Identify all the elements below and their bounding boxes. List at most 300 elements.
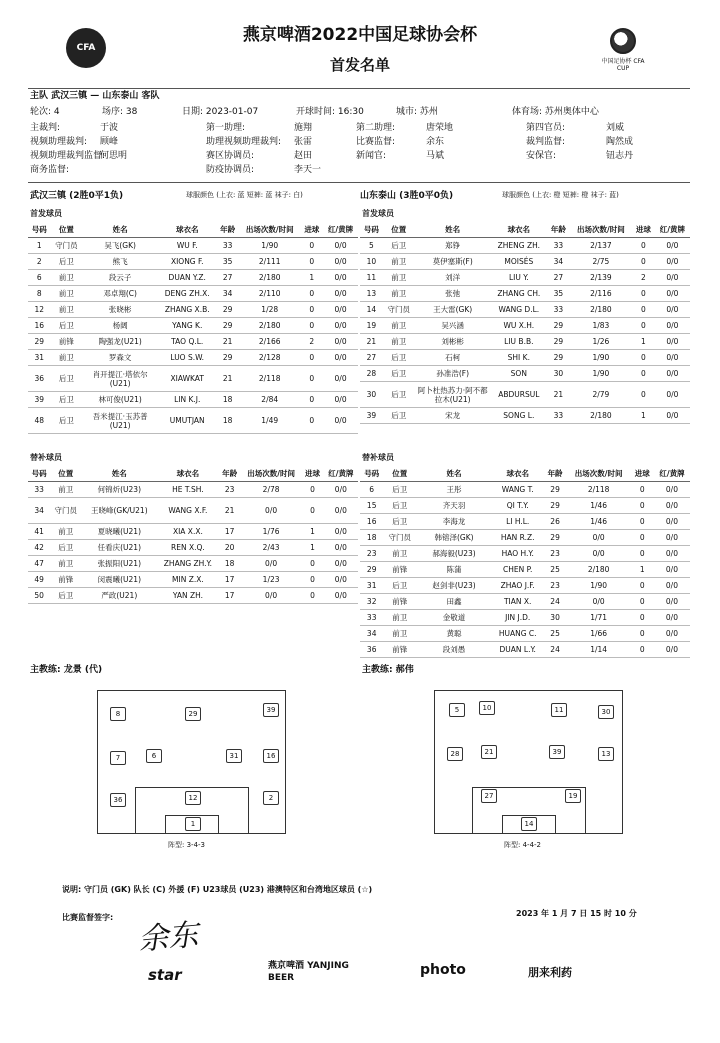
table-cell: 0 xyxy=(632,318,655,334)
table-cell: REN X.Q. xyxy=(157,540,218,556)
page-subtitle: 首发名单 xyxy=(329,56,390,74)
table-cell: 0/0 xyxy=(654,498,690,514)
table-cell: 1/76 xyxy=(241,524,302,540)
table-row xyxy=(28,408,358,434)
table-cell: 前锋 xyxy=(383,642,416,658)
column-header: 球衣名 xyxy=(492,466,543,482)
table-row xyxy=(360,286,690,302)
table-cell: 0 xyxy=(632,382,655,408)
table-cell: JIN J.D. xyxy=(492,610,543,626)
table-cell: 前锋 xyxy=(383,594,416,610)
table-cell: 29 xyxy=(547,334,570,350)
table-cell: DUAN Y.Z. xyxy=(158,270,216,286)
table-cell: 0/0 xyxy=(655,366,690,382)
table-cell: 2/118 xyxy=(239,366,301,392)
table-cell: ZHENG ZH. xyxy=(491,238,547,254)
player-shirt: 11 xyxy=(551,703,567,717)
official-name: 于波 xyxy=(100,123,119,133)
official-role: 助理视频助理裁判: xyxy=(206,137,282,147)
table-cell: 1/90 xyxy=(570,366,632,382)
table-row xyxy=(28,498,358,524)
table-cell: 吾米提江·玉苏普(U21) xyxy=(82,408,158,434)
column-header: 出场次数/时间 xyxy=(567,466,631,482)
table-cell: 0/0 xyxy=(323,270,358,286)
table-row xyxy=(28,482,358,498)
table-cell: 0 xyxy=(632,366,655,382)
table-cell: 8 xyxy=(28,286,51,302)
official-name: 钮志丹 xyxy=(606,151,634,161)
official-role: 商务监督: xyxy=(30,165,70,175)
column-header: 年龄 xyxy=(219,466,241,482)
table-cell: 韩镕泽(GK) xyxy=(416,530,492,546)
table-cell: 2/118 xyxy=(567,482,631,498)
table-cell: 13 xyxy=(360,286,383,302)
table-cell: 金敬道 xyxy=(416,610,492,626)
table-cell: 0/0 xyxy=(655,270,690,286)
official-role: 视频助理裁判监督: xyxy=(30,151,106,161)
table-cell: 5 xyxy=(360,238,383,254)
table-cell: 2/111 xyxy=(239,254,301,270)
table-cell: 39 xyxy=(360,408,383,424)
table-cell: 0 xyxy=(301,286,324,302)
table-cell: 0 xyxy=(301,238,324,254)
player-shirt: 30 xyxy=(598,705,614,719)
table-cell: 1 xyxy=(631,562,654,578)
player-shirt: 2 xyxy=(263,791,279,805)
official-name: 施翔 xyxy=(294,123,313,133)
table-cell: 0/0 xyxy=(323,350,358,366)
table-cell: 0 xyxy=(301,350,324,366)
table-cell: YANG K. xyxy=(158,318,216,334)
table-cell: 前卫 xyxy=(383,334,415,350)
table-cell: 25 xyxy=(543,626,566,642)
table-cell: 11 xyxy=(360,270,383,286)
table-cell: HE T.SH. xyxy=(157,482,218,498)
table-cell: 21 xyxy=(219,498,241,524)
table-cell: LIU B.B. xyxy=(491,334,547,350)
table-cell: 0/0 xyxy=(241,556,302,572)
table-cell: 34 xyxy=(547,254,570,270)
officials xyxy=(30,122,690,178)
club-logo: CFA xyxy=(66,28,106,68)
table-cell: 郝海毅(U23) xyxy=(416,546,492,562)
table-cell: 0/0 xyxy=(655,302,690,318)
table-cell: 2/84 xyxy=(239,392,301,408)
match-date: 日期: 2023-01-07 xyxy=(182,107,259,117)
table-cell: 33 xyxy=(28,482,50,498)
table-cell: 17 xyxy=(219,572,241,588)
table-row xyxy=(28,350,358,366)
table-cell: 0/0 xyxy=(324,482,358,498)
column-header: 出场次数/时间 xyxy=(239,222,301,238)
player-shirt: 31 xyxy=(226,749,242,763)
table-cell: 0 xyxy=(631,530,654,546)
player-shirt: 16 xyxy=(263,749,279,763)
table-cell: 30 xyxy=(360,382,383,408)
table-cell: 0 xyxy=(631,546,654,562)
away-starters-table xyxy=(360,222,690,424)
table-cell: 0/0 xyxy=(654,482,690,498)
table-cell: 24 xyxy=(543,594,566,610)
table-cell: 2/116 xyxy=(570,286,632,302)
table-cell: 1/71 xyxy=(567,610,631,626)
table-cell: 0 xyxy=(632,350,655,366)
table-cell: 1 xyxy=(28,238,51,254)
table-cell: 21 xyxy=(360,334,383,350)
table-cell: 2/139 xyxy=(570,270,632,286)
table-cell: 0 xyxy=(301,556,323,572)
table-cell: 31 xyxy=(360,578,383,594)
table-cell: SON xyxy=(491,366,547,382)
table-cell: 23 xyxy=(360,546,383,562)
table-cell: 2/166 xyxy=(239,334,301,350)
table-cell: 27 xyxy=(360,350,383,366)
table-row xyxy=(28,588,358,604)
table-cell: 0/0 xyxy=(324,588,358,604)
column-header: 进球 xyxy=(631,466,654,482)
table-cell: 孙准浩(F) xyxy=(415,366,491,382)
table-cell: 0 xyxy=(301,588,323,604)
table-cell: TIAN X. xyxy=(492,594,543,610)
table-cell: 1/90 xyxy=(567,578,631,594)
table-cell: 0 xyxy=(631,626,654,642)
teams-line: 主队 武汉三镇 — 山东泰山 客队 xyxy=(30,91,160,101)
table-cell: 14 xyxy=(360,302,383,318)
table-cell: 吴飞(GK) xyxy=(82,238,158,254)
table-cell: 0/0 xyxy=(655,350,690,366)
table-cell: 0/0 xyxy=(654,578,690,594)
table-cell: 杨阔 xyxy=(82,318,158,334)
table-cell: 黄聪 xyxy=(416,626,492,642)
table-cell: 后卫 xyxy=(383,498,416,514)
table-cell: 24 xyxy=(543,642,566,658)
page-title: 燕京啤酒2022中国足球协会杯 xyxy=(242,25,478,45)
table-cell: 0/0 xyxy=(654,594,690,610)
home-team-name: 武汉三镇 (2胜0平1负) xyxy=(30,191,124,201)
column-header: 进球 xyxy=(301,466,323,482)
table-cell: 0/0 xyxy=(655,254,690,270)
table-cell: 29 xyxy=(543,482,566,498)
table-cell: 前卫 xyxy=(383,626,416,642)
table-row xyxy=(360,350,690,366)
table-cell: 0/0 xyxy=(655,408,690,424)
player-shirt: 39 xyxy=(549,745,565,759)
home-subs-table xyxy=(28,466,358,604)
table-cell: 任看庆(U21) xyxy=(81,540,157,556)
table-cell: 21 xyxy=(216,366,239,392)
table-cell: 夏晓曦(U21) xyxy=(81,524,157,540)
column-header: 红/黄牌 xyxy=(654,466,690,482)
table-cell: 肖开提江·塔依尔(U21) xyxy=(82,366,158,392)
player-shirt: 10 xyxy=(479,701,495,715)
table-cell: 刘彬彬 xyxy=(415,334,491,350)
table-cell: 10 xyxy=(360,254,383,270)
table-row xyxy=(28,254,358,270)
table-row xyxy=(360,254,690,270)
table-cell: 30 xyxy=(547,366,570,382)
table-cell: XIAWKAT xyxy=(158,366,216,392)
official-role: 赛区协调员: xyxy=(206,151,255,161)
table-cell: 16 xyxy=(28,318,51,334)
table-row xyxy=(360,302,690,318)
table-cell: 前卫 xyxy=(383,546,416,562)
signature-label: 比赛监督签字: xyxy=(62,913,114,922)
table-cell: 后卫 xyxy=(50,588,81,604)
table-cell: 闵震曦(U21) xyxy=(81,572,157,588)
table-cell: WU F. xyxy=(158,238,216,254)
table-row xyxy=(360,382,690,408)
table-cell: HAN R.Z. xyxy=(492,530,543,546)
table-row xyxy=(360,626,690,642)
table-cell: 0/0 xyxy=(654,546,690,562)
table-cell: 1/90 xyxy=(239,238,301,254)
table-cell: 48 xyxy=(28,408,51,434)
table-cell: 23 xyxy=(543,578,566,594)
table-cell: 0/0 xyxy=(324,572,358,588)
table-cell: 33 xyxy=(547,408,570,424)
home-pitch xyxy=(97,690,286,834)
player-shirt: 1 xyxy=(185,817,201,831)
table-cell: 0 xyxy=(301,572,323,588)
table-cell: 赵剑非(U23) xyxy=(416,578,492,594)
table-cell: 前卫 xyxy=(383,270,415,286)
table-cell: 29 xyxy=(28,334,51,350)
table-cell: 张弛 xyxy=(415,286,491,302)
official-name: 顾峰 xyxy=(100,137,119,147)
table-cell: 0 xyxy=(301,408,324,434)
table-cell: 林可俊(U21) xyxy=(82,392,158,408)
away-coach: 主教练: 郝伟 xyxy=(362,665,414,675)
table-row xyxy=(28,366,358,392)
table-cell: 0 xyxy=(631,642,654,658)
table-cell: 0/0 xyxy=(323,366,358,392)
table-cell: 17 xyxy=(219,524,241,540)
table-row xyxy=(360,482,690,498)
table-cell: 2/78 xyxy=(241,482,302,498)
table-cell: 2 xyxy=(632,270,655,286)
table-cell: 29 xyxy=(547,350,570,366)
player-shirt: 14 xyxy=(521,817,537,831)
table-cell: 守门员 xyxy=(50,498,81,524)
table-cell: 田鑫 xyxy=(416,594,492,610)
table-cell: 1/66 xyxy=(567,626,631,642)
table-cell: 2/110 xyxy=(239,286,301,302)
table-cell: 陈蒲 xyxy=(416,562,492,578)
table-cell: 吴兴涵 xyxy=(415,318,491,334)
table-cell: 何锦炘(U23) xyxy=(81,482,157,498)
table-cell: 后卫 xyxy=(383,482,416,498)
table-cell: MOISÉS xyxy=(491,254,547,270)
table-cell: 1/90 xyxy=(570,350,632,366)
table-cell: 34 xyxy=(216,286,239,302)
ball-icon xyxy=(610,28,636,54)
table-cell: 1 xyxy=(632,334,655,350)
sponsor-star: star xyxy=(148,966,182,984)
table-cell: 0 xyxy=(631,482,654,498)
table-cell: 张晓彬 xyxy=(82,302,158,318)
column-header: 出场次数/时间 xyxy=(570,222,632,238)
table-cell: ZHANG ZH.Y. xyxy=(157,556,218,572)
table-cell: 罗森文 xyxy=(82,350,158,366)
table-cell: 28 xyxy=(360,366,383,382)
table-cell: 0/0 xyxy=(654,530,690,546)
column-header: 位置 xyxy=(50,466,81,482)
table-cell: 6 xyxy=(360,482,383,498)
table-row xyxy=(360,408,690,424)
table-cell: 29 xyxy=(543,530,566,546)
table-cell: 1/83 xyxy=(570,318,632,334)
table-cell: 33 xyxy=(547,302,570,318)
table-row xyxy=(28,540,358,556)
table-row xyxy=(360,578,690,594)
column-header: 红/黄牌 xyxy=(324,466,358,482)
table-row xyxy=(28,238,358,254)
player-shirt: 21 xyxy=(481,745,497,759)
table-row xyxy=(360,270,690,286)
column-header: 位置 xyxy=(383,222,415,238)
table-cell: ZHANG X.B. xyxy=(158,302,216,318)
table-cell: 2/180 xyxy=(570,408,632,424)
table-cell: CHEN P. xyxy=(492,562,543,578)
column-header: 姓名 xyxy=(415,222,491,238)
table-cell: XIA X.X. xyxy=(157,524,218,540)
table-cell: 23 xyxy=(219,482,241,498)
table-cell: 18 xyxy=(219,556,241,572)
city: 城市: 苏州 xyxy=(396,107,438,117)
table-cell: 2/180 xyxy=(239,318,301,334)
player-shirt: 28 xyxy=(447,747,463,761)
table-cell: 0 xyxy=(301,482,323,498)
table-cell: 后卫 xyxy=(383,514,416,530)
table-row xyxy=(360,530,690,546)
column-header: 红/黄牌 xyxy=(323,222,358,238)
player-shirt: 39 xyxy=(263,703,279,717)
table-row xyxy=(360,366,690,382)
player-shirt: 5 xyxy=(449,703,465,717)
table-cell: 张振阳(U21) xyxy=(81,556,157,572)
table-cell: 王晓峰(GK/U21) xyxy=(81,498,157,524)
table-cell: 42 xyxy=(28,540,50,556)
table-cell: 后卫 xyxy=(383,382,415,408)
table-cell: 27 xyxy=(547,270,570,286)
table-cell: WANG X.F. xyxy=(157,498,218,524)
table-cell: WANG T. xyxy=(492,482,543,498)
table-cell: 0 xyxy=(301,366,324,392)
table-cell: 29 xyxy=(216,302,239,318)
table-cell: 刘洋 xyxy=(415,270,491,286)
table-row xyxy=(360,238,690,254)
table-cell: 1/26 xyxy=(570,334,632,350)
table-cell: DENG ZH.X. xyxy=(158,286,216,302)
table-cell: 21 xyxy=(216,334,239,350)
column-header: 进球 xyxy=(632,222,655,238)
table-cell: 29 xyxy=(216,318,239,334)
table-cell: 0/0 xyxy=(241,498,302,524)
sponsor-pharma: 朋来利药 xyxy=(528,966,572,979)
table-cell: YAN ZH. xyxy=(157,588,218,604)
cfa-cup-logo: 中国足协杯 CFA CUP xyxy=(600,28,646,72)
table-cell: 47 xyxy=(28,556,50,572)
official-name: 刘威 xyxy=(606,123,625,133)
table-cell: 0/0 xyxy=(323,254,358,270)
home-kit: 球服颜色 (上衣: 蓝 短裤: 蓝 袜子: 白) xyxy=(186,191,303,199)
table-cell: 前卫 xyxy=(50,556,81,572)
player-shirt: 7 xyxy=(110,751,126,765)
signature: 余东 xyxy=(136,917,200,958)
column-header: 号码 xyxy=(360,466,383,482)
table-cell: 后卫 xyxy=(51,254,83,270)
table-cell: 33 xyxy=(360,610,383,626)
table-cell: 12 xyxy=(28,302,51,318)
table-cell: ZHANG CH. xyxy=(491,286,547,302)
table-row xyxy=(360,546,690,562)
table-cell: 21 xyxy=(547,382,570,408)
column-header: 姓名 xyxy=(81,466,157,482)
round: 轮次: 4 xyxy=(30,107,60,117)
official-role: 第一助理: xyxy=(206,123,246,133)
table-cell: HAO H.Y. xyxy=(492,546,543,562)
table-row xyxy=(28,286,358,302)
table-cell: 26 xyxy=(543,514,566,530)
player-shirt: 36 xyxy=(110,793,126,807)
table-cell: 1 xyxy=(301,270,324,286)
legend: 说明: 守门员 (GK) 队长 (C) 外援 (F) U23球员 (U23) 港澳特区和台湾地区球员 (☆) xyxy=(62,885,373,894)
home-starters-title: 首发球员 xyxy=(30,209,62,218)
table-cell: 0 xyxy=(301,254,324,270)
column-header: 号码 xyxy=(360,222,383,238)
sign-datetime: 2023 年 1 月 7 日 15 时 10 分 xyxy=(516,909,637,918)
table-cell: 0 xyxy=(301,302,324,318)
table-cell: 0/0 xyxy=(567,594,631,610)
table-cell: 19 xyxy=(360,318,383,334)
home-formation: 阵型: 3-4-3 xyxy=(168,841,205,849)
table-cell: 后卫 xyxy=(383,366,415,382)
table-cell: SONG L. xyxy=(491,408,547,424)
table-cell: 25 xyxy=(543,562,566,578)
column-header: 球衣名 xyxy=(158,222,216,238)
official-role: 主裁判: xyxy=(30,123,61,133)
table-cell: 2/128 xyxy=(239,350,301,366)
table-cell: 后卫 xyxy=(383,578,416,594)
table-cell: 0/0 xyxy=(324,540,358,556)
table-cell: 1/46 xyxy=(567,498,631,514)
table-cell: LI H.L. xyxy=(492,514,543,530)
table-cell: 段云子 xyxy=(82,270,158,286)
table-cell: 前卫 xyxy=(50,482,81,498)
away-subs-table xyxy=(360,466,690,658)
official-role: 第二助理: xyxy=(356,123,396,133)
table-cell: 1/14 xyxy=(567,642,631,658)
table-cell: 0/0 xyxy=(654,642,690,658)
table-cell: 前卫 xyxy=(383,318,415,334)
table-cell: 段刘愚 xyxy=(416,642,492,658)
sponsor-photo: photo xyxy=(420,962,466,978)
table-cell: 前卫 xyxy=(51,350,83,366)
table-cell: 0/0 xyxy=(324,524,358,540)
column-header: 年龄 xyxy=(543,466,566,482)
table-cell: 2 xyxy=(301,334,324,350)
table-cell: 33 xyxy=(547,238,570,254)
table-cell: 0/0 xyxy=(655,238,690,254)
away-formation: 阵型: 4-4-2 xyxy=(504,841,541,849)
table-cell: 1/46 xyxy=(567,514,631,530)
official-name: 李天一 xyxy=(294,165,322,175)
table-cell: 0 xyxy=(631,610,654,626)
table-cell: 前锋 xyxy=(50,572,81,588)
table-cell: 阿卜杜热苏力·阿不都拉木(U21) xyxy=(415,382,491,408)
official-name: 陶然成 xyxy=(606,137,634,147)
table-cell: LUO S.W. xyxy=(158,350,216,366)
